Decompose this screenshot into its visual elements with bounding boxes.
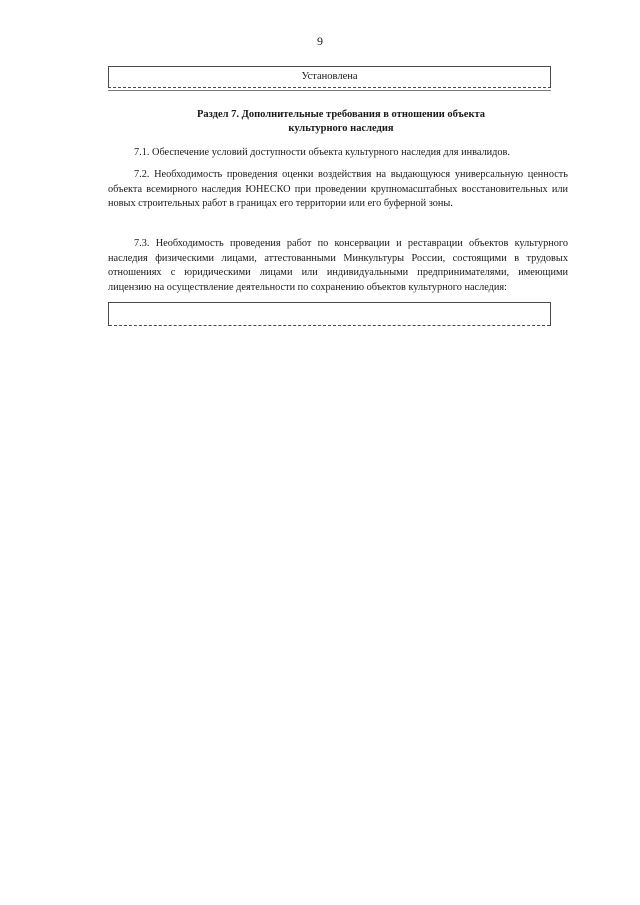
section-title-line-2: культурного наследия (288, 123, 394, 134)
paragraph-7-3: 7.3. Необходимость проведения работ по консервации и реставрации объектов культурного наследия физическими лицами, аттестованными Минкультуры России, состоящими в трудовых отношениях с юридическими лицами или индивидуальными предпринимателями, имеющими лицензию на осуществление деятельности по сохранению объектов культурного наследия: (108, 238, 568, 293)
status-field (108, 66, 551, 88)
empty-field-top-border (109, 302, 550, 303)
section-title-line-1: Раздел 7. Дополнительные требования в отношении объекта (196, 109, 486, 120)
empty-field-bottom-border (109, 325, 550, 326)
empty-field (108, 302, 551, 326)
status-field-value: Установлена (301, 71, 358, 82)
paragraph-7-1: 7.1. Обеспечение условий доступности объекта культурного наследия для инвалидов. (134, 147, 510, 158)
page-number: 9 (317, 34, 323, 48)
section-title (108, 108, 574, 136)
paragraph-7-2: 7.2. Необходимость проведения оценки воздействия на выдающуюся универсальную ценность объекта всемирного наследия ЮНЕСКО при проведении крупномасштабных восстановительных или новых строительных работ в границах его территории или его буферной зоны. (108, 169, 568, 210)
